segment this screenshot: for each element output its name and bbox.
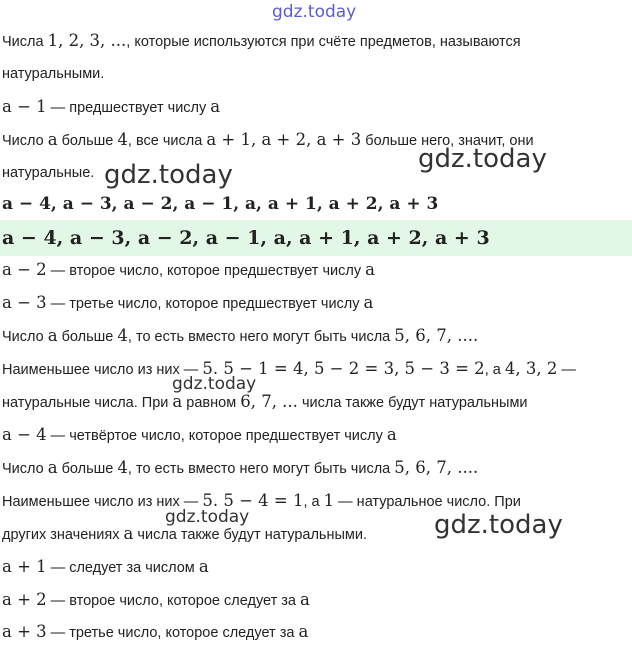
text-span: — третье число, которое следует за — [46, 625, 299, 641]
text-line-10 — [2, 325, 632, 348]
math-span: a + 1 — [2, 557, 47, 576]
math-span: 5. 5 − 1 = 4, 5 − 2 = 3, 5 − 3 = 2 — [202, 359, 485, 378]
text-line-3 — [2, 96, 632, 119]
math-span: 4 — [117, 326, 128, 345]
text-span: других значениях — [2, 527, 124, 543]
text-line-13 — [2, 424, 632, 447]
text-span: — предшествует числу — [46, 100, 211, 116]
math-span: 1, 2, 3, ... — [47, 31, 127, 50]
text-line-17 — [2, 556, 632, 579]
bold-sequence-line — [2, 193, 632, 215]
watermark-top: gdz.today — [272, 2, 357, 22]
watermark: gdz.today — [104, 160, 233, 190]
math-span: a − 4, a − 3, a − 2, a − 1, a, a + 1, a + 2, a + 3 — [2, 194, 439, 214]
math-span: 6, 7, ... — [240, 392, 298, 411]
text-span: больше — [57, 329, 118, 345]
text-span: , то есть вместо него могут быть числа — [127, 329, 395, 345]
text-span: , а — [484, 362, 505, 378]
text-span: , все числа — [127, 133, 207, 149]
math-span: 4, 3, 2 — [504, 359, 558, 378]
math-span: a — [123, 524, 134, 543]
text-span: Наименьшее число из них — — [2, 362, 203, 378]
math-span: 5, 6, 7, .... — [394, 326, 479, 345]
math-span: a − 4, a − 3, a − 2, a − 1, a, a + 1, a + 2, a + 3 — [2, 227, 490, 249]
text-span: Числа — [2, 34, 48, 50]
text-span: больше него, значит, они — [361, 133, 534, 149]
watermark: gdz.today — [165, 507, 250, 527]
text-line-1 — [2, 30, 632, 53]
text-span: Число — [2, 461, 48, 477]
math-span: a — [47, 130, 58, 149]
math-span: a − 1 — [2, 97, 47, 116]
math-span: a — [386, 425, 397, 444]
text-span: — второе число, которое предшествует числу — [46, 263, 366, 279]
math-span: 5. 5 − 4 = 1 — [202, 491, 304, 510]
math-span: a + 1, a + 2, a + 3 — [206, 130, 362, 149]
text-line-12 — [2, 391, 632, 414]
text-line-14 — [2, 457, 632, 480]
math-span: a — [47, 458, 58, 477]
math-span: a — [47, 326, 58, 345]
math-span: a — [363, 293, 374, 312]
text-span: Число — [2, 329, 48, 345]
text-span: , которые используются при счёте предметов, называются — [126, 34, 521, 50]
text-span: равном — [182, 395, 241, 411]
text-span: — натуральное число. При — [334, 494, 521, 510]
math-span: a — [365, 260, 375, 279]
text-span: — третье число, которое предшествует числу — [46, 296, 364, 312]
text-span: больше — [57, 461, 118, 477]
text-span: , то есть вместо него могут быть числа — [127, 461, 395, 477]
highlighted-sequence-line — [2, 227, 632, 249]
math-span: a — [172, 392, 183, 411]
watermark: gdz.today — [172, 374, 257, 394]
text-span: Наименьшее число из них — — [2, 494, 203, 510]
text-line-16 — [2, 523, 632, 546]
text-line-8 — [2, 259, 632, 282]
text-line-11 — [2, 358, 632, 381]
math-span: a − 4 — [2, 425, 47, 444]
text-span: натуральными. — [2, 66, 105, 82]
text-line-19 — [2, 621, 632, 644]
watermark: gdz.today — [418, 144, 547, 174]
text-line-18 — [2, 589, 632, 612]
text-span: числа также будут натуральными — [297, 395, 528, 411]
math-span: 4 — [117, 130, 128, 149]
text-span: , а — [303, 494, 324, 510]
text-line-9 — [2, 292, 632, 315]
watermark: gdz.today — [434, 510, 563, 540]
text-span: больше — [57, 133, 118, 149]
math-span: 5, 6, 7, .... — [394, 458, 479, 477]
math-span: a — [298, 622, 309, 641]
text-span: — — [557, 362, 576, 378]
math-span: 4 — [117, 458, 128, 477]
math-span: 1 — [323, 491, 335, 510]
math-span: a + 3 — [2, 622, 47, 641]
text-span: числа также будут натуральными. — [133, 527, 368, 543]
math-span: a — [198, 557, 209, 576]
text-span: — следует за числом — [46, 560, 199, 576]
math-span: a — [210, 97, 221, 116]
math-span: a − 3 — [2, 293, 47, 312]
math-span: a — [300, 590, 310, 609]
text-span: — четвёртое число, которое предшествует числу — [46, 428, 387, 444]
math-span: a − 2 — [2, 260, 47, 279]
text-span: — второе число, которое следует за — [46, 593, 301, 609]
text-span: натуральные числа. При — [2, 395, 173, 411]
text-line-2 — [2, 63, 632, 85]
text-span: натуральные. — [2, 165, 95, 181]
text-span: Число — [2, 133, 48, 149]
math-span: a + 2 — [2, 590, 47, 609]
